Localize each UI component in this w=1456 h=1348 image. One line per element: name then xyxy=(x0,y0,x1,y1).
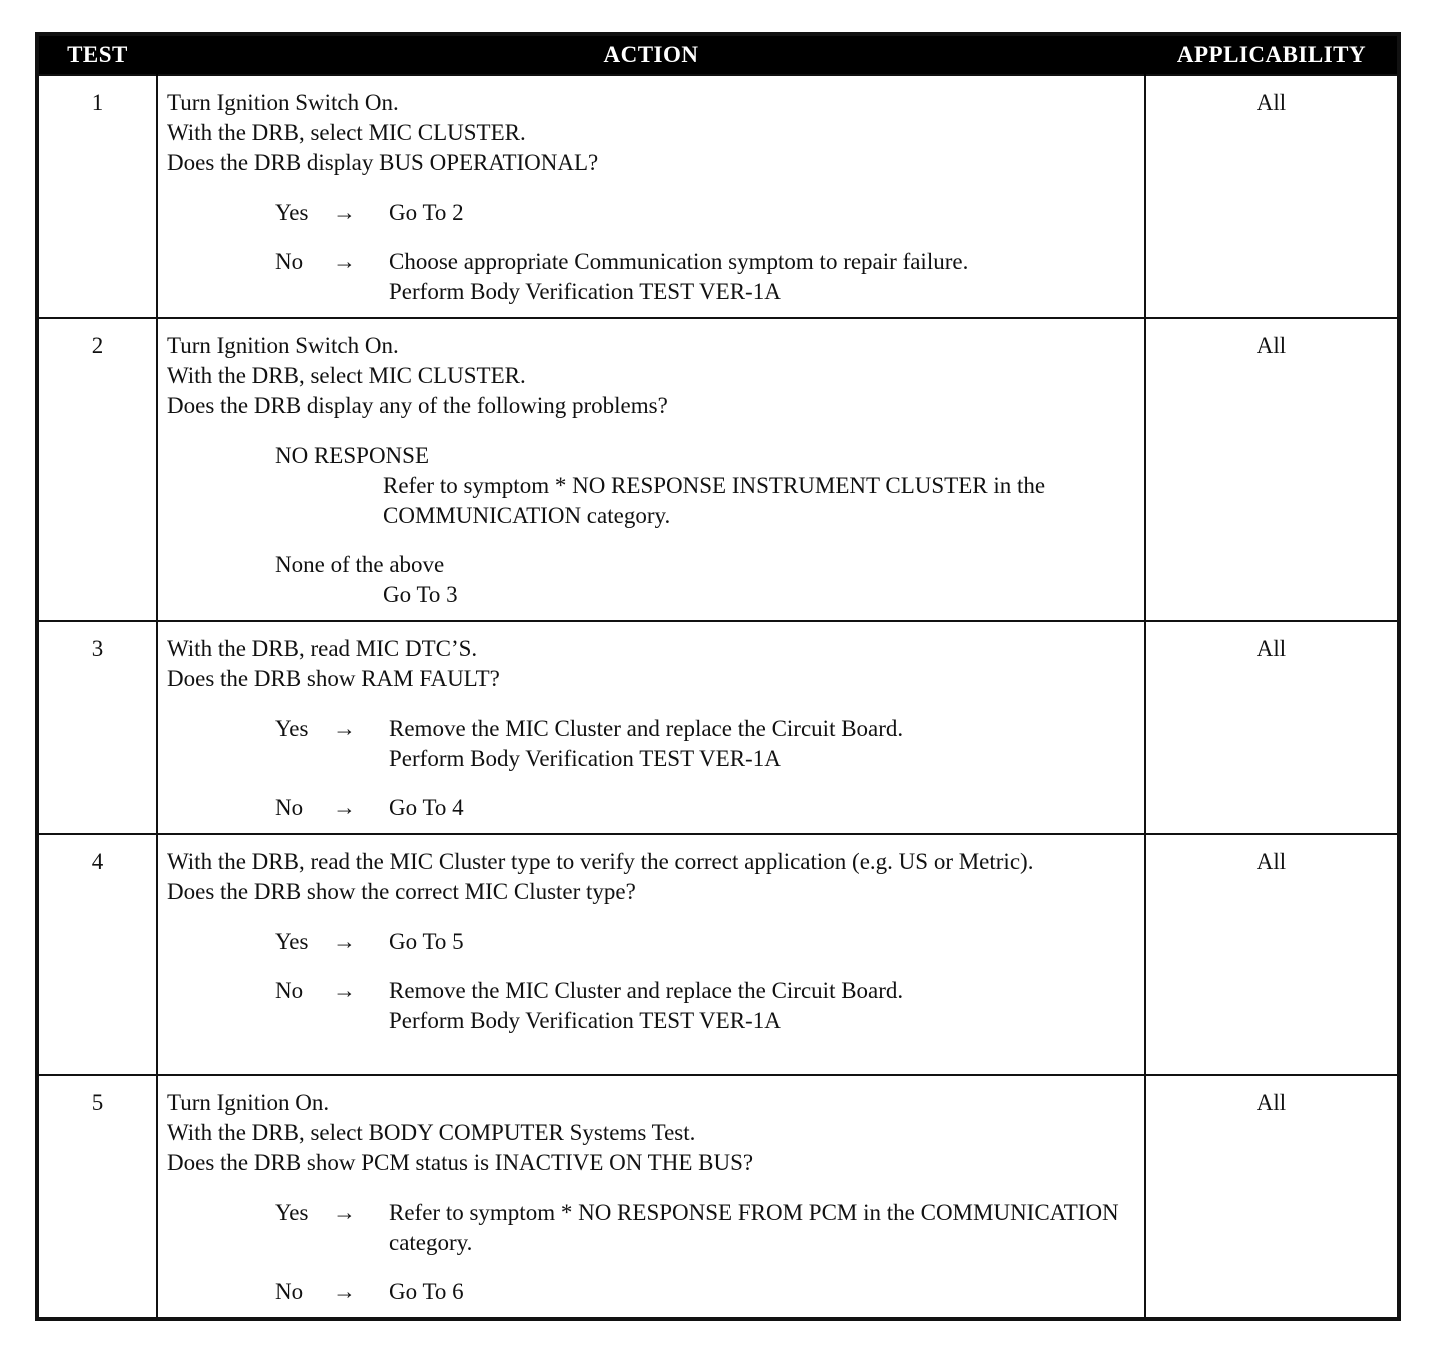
option-result: Go To 5 xyxy=(389,929,464,954)
test-number: 2 xyxy=(37,318,157,621)
option-no xyxy=(275,247,1136,307)
result-options xyxy=(275,1198,1136,1307)
option-no xyxy=(275,793,1136,823)
applicability: All xyxy=(1145,318,1399,621)
action-cell xyxy=(157,318,1145,621)
option-no xyxy=(275,1277,1136,1307)
problem-none xyxy=(275,550,1136,610)
test-number: 3 xyxy=(37,621,157,834)
diagnostic-test-table xyxy=(35,32,1401,1321)
table-row xyxy=(37,834,1399,1075)
option-yes xyxy=(275,198,1136,228)
option-result: Remove the MIC Cluster and replace the Circuit Board. Perform Body Verification TEST VER-1A xyxy=(389,978,904,1033)
header-test: TEST xyxy=(37,34,157,75)
arrow-right-icon: → xyxy=(333,929,356,954)
problem-result: Go To 3 xyxy=(383,582,458,607)
option-label: No xyxy=(275,249,304,274)
option-result: Go To 6 xyxy=(389,1279,464,1304)
table-row xyxy=(37,318,1399,621)
test-number: 5 xyxy=(37,1075,157,1319)
table-row xyxy=(37,1075,1399,1319)
option-result: Choose appropriate Communication symptom to repair failure. Perform Body Verification TEST VER-1A xyxy=(389,249,969,304)
header-action: ACTION xyxy=(157,34,1145,75)
applicability: All xyxy=(1145,834,1399,1075)
option-result: Go To 4 xyxy=(389,795,464,820)
arrow-right-icon: → xyxy=(333,978,356,1003)
problem-no-response xyxy=(275,441,1136,531)
result-options xyxy=(275,714,1136,823)
option-label: Yes xyxy=(275,1200,309,1225)
action-cell xyxy=(157,75,1145,318)
action-cell xyxy=(157,1075,1145,1319)
problem-label: NO RESPONSE xyxy=(275,443,430,468)
test-number: 4 xyxy=(37,834,157,1075)
problem-result: Refer to symptom * NO RESPONSE INSTRUMENT CLUSTER in the COMMUNICATION category. xyxy=(383,473,1046,528)
table-row xyxy=(37,621,1399,834)
option-label: Yes xyxy=(275,200,309,225)
option-yes xyxy=(275,714,1136,774)
option-yes xyxy=(275,1198,1136,1258)
test-question: With the DRB, read MIC DTC’S. Does the DRB show RAM FAULT? xyxy=(167,636,500,691)
arrow-right-icon: → xyxy=(333,200,356,225)
option-result: Go To 2 xyxy=(389,200,464,225)
option-yes xyxy=(275,927,1136,957)
option-label: No xyxy=(275,795,304,820)
option-no xyxy=(275,976,1136,1036)
header-applicability: APPLICABILITY xyxy=(1145,34,1399,75)
result-options xyxy=(275,441,1136,610)
option-label: No xyxy=(275,1279,304,1304)
option-result: Refer to symptom * NO RESPONSE FROM PCM in the COMMUNICATION category. xyxy=(389,1200,1119,1255)
arrow-right-icon: → xyxy=(333,716,356,741)
action-cell xyxy=(157,834,1145,1075)
applicability: All xyxy=(1145,1075,1399,1319)
arrow-right-icon: → xyxy=(333,1200,356,1225)
arrow-right-icon: → xyxy=(333,249,356,274)
problem-label: None of the above xyxy=(275,552,445,577)
arrow-right-icon: → xyxy=(333,1279,356,1304)
result-options xyxy=(275,927,1136,1036)
table-row xyxy=(37,75,1399,318)
action-cell xyxy=(157,621,1145,834)
option-label: No xyxy=(275,978,304,1003)
option-result: Remove the MIC Cluster and replace the Circuit Board. Perform Body Verification TEST VER-1A xyxy=(389,716,904,771)
test-question: With the DRB, read the MIC Cluster type to verify the correct application (e.g. US or Metric). Does the DRB show the correct MIC Cluster type? xyxy=(167,849,1034,904)
test-question: Turn Ignition Switch On. With the DRB, select MIC CLUSTER. Does the DRB display BUS OPERATIONAL? xyxy=(167,90,599,175)
arrow-right-icon: → xyxy=(333,795,356,820)
result-options xyxy=(275,198,1136,307)
test-question: Turn Ignition On. With the DRB, select BODY COMPUTER Systems Test. Does the DRB show PCM status is INACTIVE ON THE BUS? xyxy=(167,1090,754,1175)
option-label: Yes xyxy=(275,716,309,741)
test-number: 1 xyxy=(37,75,157,318)
applicability: All xyxy=(1145,621,1399,834)
applicability: All xyxy=(1145,75,1399,318)
option-label: Yes xyxy=(275,929,309,954)
test-question: Turn Ignition Switch On. With the DRB, select MIC CLUSTER. Does the DRB display any of the following problems? xyxy=(167,333,668,418)
table-header-row xyxy=(37,34,1399,75)
